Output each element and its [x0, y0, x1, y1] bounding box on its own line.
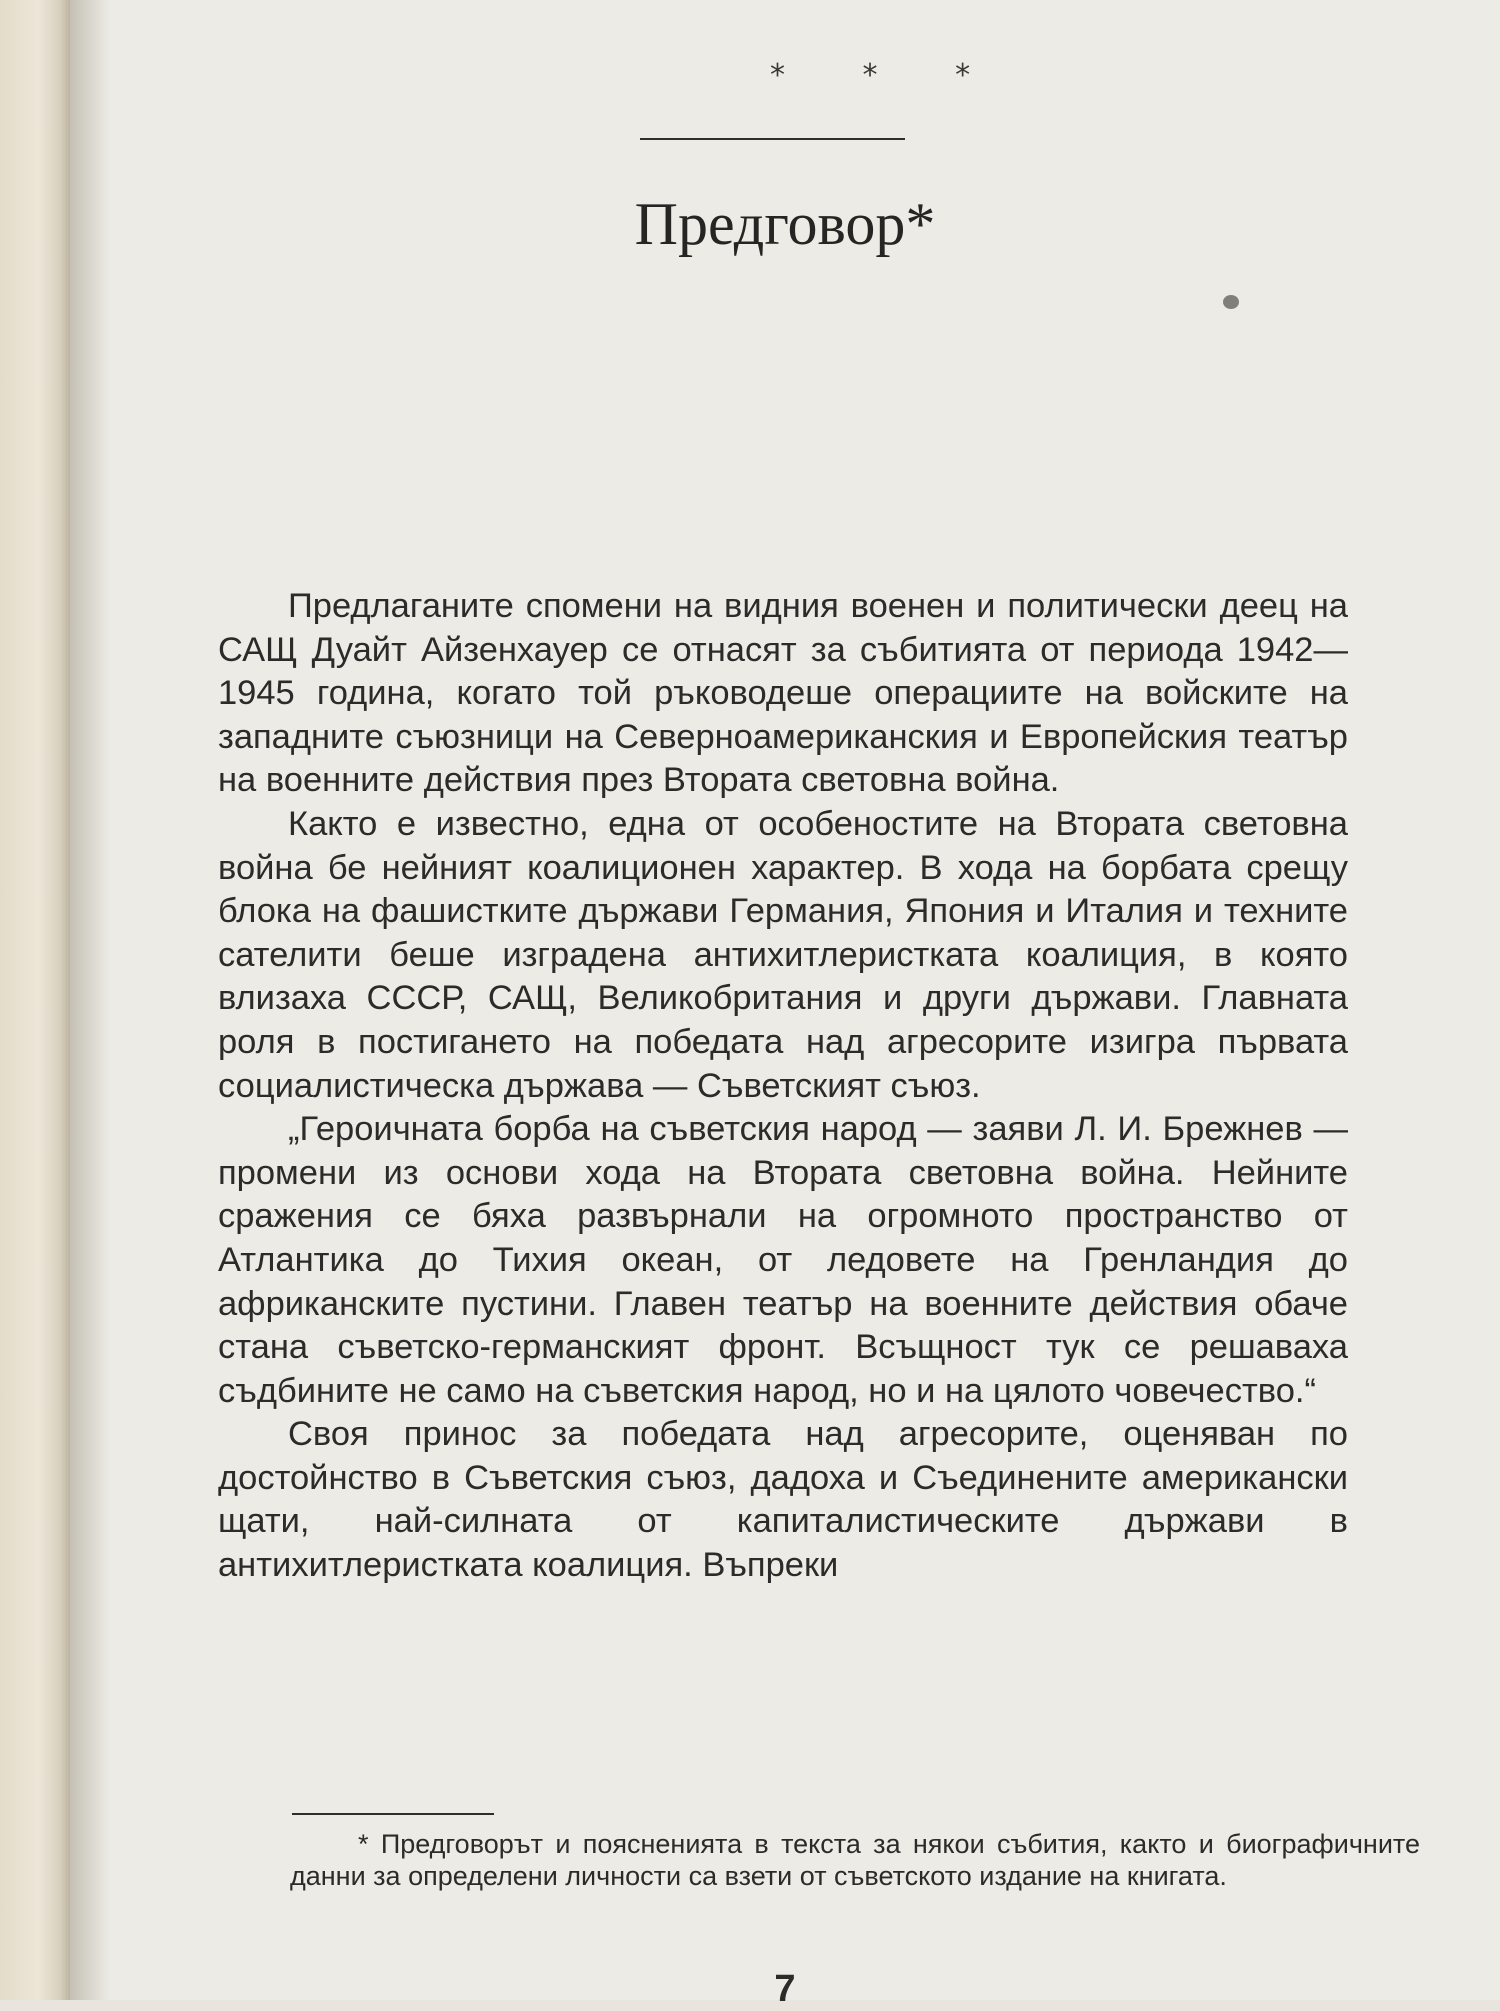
- paragraph: Своя принос за победата над агресорите, оценяван по достойнство в Съветския съюз, дадоха и Съединените американски щати, най-силната от капиталистическите държави в антихитлеристката коалиция. Въпреки: [218, 1415, 1348, 1585]
- gutter-shadow: [70, 0, 110, 2000]
- footnote-rule: [292, 1813, 494, 1815]
- paragraph: „Героичната борба на съветския народ — заяви Л. И. Брежнев — промени из основи хода на Втората световна война. Нейните сражения се бяха развърнали на огромното пространство от Атлантика до Тихия океан, от ледовете на Гренландия до африканските пустини. Главен театър на военните действия обаче стана съветско-германският фронт. Всъщност тук се решаваха съдбините не само на съветския народ, но и на цялото човечество.“: [218, 1110, 1348, 1410]
- body-text: [218, 585, 1348, 1588]
- ink-smudge: [1223, 295, 1239, 309]
- paragraph: Предлаганите спомени на видния военен и политически деец на САЩ Дуайт Айзенхауер се отнасят за събитията от периода 1942—1945 година, когато той ръководеше операциите на войските на западните съюзници на Северноамериканския и Европейския театър на военните действия през Втората световна война.: [218, 587, 1348, 800]
- page-title: Предговор*: [634, 191, 936, 257]
- page-number: 7: [774, 1968, 796, 2010]
- section-ornament: * * *: [770, 58, 1005, 93]
- heading-rule: [640, 138, 905, 140]
- paragraph: Както е известно, една от особеностите на Втората световна война бе нейният коалиционен характер. В хода на борбата срещу блока на фашистките държави Германия, Япония и Италия и техните сателити беше изградена антихитлеристката коалиция, в която влизаха СССР, САЩ, Великобритания и други държави. Главната роля в постигането на победата над агресорите изигра първата социалистическа държава — Съветският съюз.: [218, 804, 1348, 1105]
- adjacent-page-edge: [0, 0, 70, 2000]
- footnote: * Предговорът и поясненията в текста за някои събития, както и биографичните данни за определени личности са взети от съветското издание на книгата.: [290, 1829, 1420, 1891]
- book-page: [70, 0, 1500, 2010]
